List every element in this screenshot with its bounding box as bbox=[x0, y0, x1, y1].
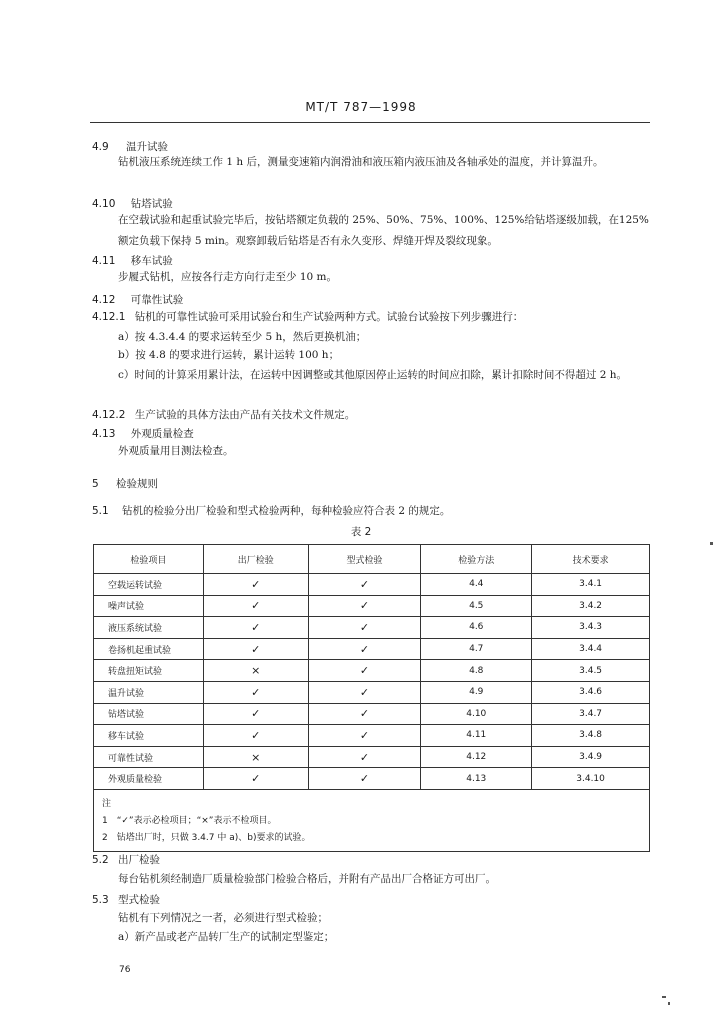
table-cell: 4.12 bbox=[421, 746, 532, 768]
section-number: 4.9 bbox=[92, 141, 109, 153]
section-4-13-body: 外观质量用目测法检查。 bbox=[118, 445, 234, 457]
section-4-10-heading bbox=[92, 196, 173, 211]
column-header: 出厂检验 bbox=[203, 545, 308, 574]
table-cell: 4.13 bbox=[421, 768, 532, 790]
table-row bbox=[94, 681, 650, 703]
section-5-2-body: 每台钻机须经制造厂质量检验部门检验合格后，并附有产品出厂合格证方可出厂。 bbox=[118, 873, 496, 885]
section-5-3-heading bbox=[92, 892, 160, 907]
section-title: 型式检验 bbox=[118, 894, 161, 906]
table-cell: ✓ bbox=[308, 617, 421, 639]
table-cell: 3.4.1 bbox=[532, 574, 650, 596]
chapter-5-heading bbox=[92, 476, 158, 491]
table-notes-row bbox=[94, 789, 650, 851]
section-5-3-item-a: a）新产品或老产品转厂生产的试制定型鉴定； bbox=[118, 931, 335, 943]
list-item-b: b）按 4.8 的要求进行运转，累计运转 100 h； bbox=[118, 349, 340, 361]
table-row bbox=[94, 660, 650, 682]
section-number: 4.12.1 bbox=[92, 311, 126, 323]
table-cell: 4.5 bbox=[421, 595, 532, 617]
table-cell: 4.4 bbox=[421, 574, 532, 596]
section-number: 4.12.2 bbox=[92, 409, 126, 421]
table-cell: ✓ bbox=[203, 638, 308, 660]
section-4-13-heading bbox=[92, 426, 194, 441]
section-title: 移车试验 bbox=[130, 255, 173, 267]
table-cell: ✓ bbox=[203, 703, 308, 725]
table-cell: 3.4.2 bbox=[532, 595, 650, 617]
column-header: 检验项目 bbox=[94, 545, 204, 574]
table-cell: ✓ bbox=[308, 638, 421, 660]
table-cell: 卷扬机起重试验 bbox=[94, 638, 204, 660]
table-row bbox=[94, 703, 650, 725]
inspection-table bbox=[93, 544, 650, 852]
table-header-row bbox=[94, 545, 650, 574]
table-cell: × bbox=[203, 746, 308, 768]
table-cell: ✓ bbox=[203, 574, 308, 596]
table-cell: ✓ bbox=[308, 595, 421, 617]
table-cell: 转盘扭矩试验 bbox=[94, 660, 204, 682]
table-row bbox=[94, 595, 650, 617]
column-header: 检验方法 bbox=[421, 545, 532, 574]
section-4-10-body: 在空载试验和起重试验完毕后，按钻塔额定负载的 25%、50%、75%、100%、125%给钻塔逐级加载，在125%额定负载下保持 5 min。观察卸载后钻塔是否有永久变形、焊缝开焊及裂纹现象。 bbox=[118, 214, 649, 247]
table-cell: × bbox=[203, 660, 308, 682]
header-rule bbox=[90, 122, 650, 123]
table-cell: ✓ bbox=[308, 660, 421, 682]
table-cell: ✓ bbox=[308, 768, 421, 790]
section-body: 钻机的可靠性试验可采用试验台和生产试验两种方式。试验台试验按下列步骤进行： bbox=[134, 311, 524, 323]
scan-speck bbox=[668, 1002, 670, 1005]
column-header: 技术要求 bbox=[532, 545, 650, 574]
table-cell: 4.9 bbox=[421, 681, 532, 703]
table-cell: 4.8 bbox=[421, 660, 532, 682]
table-notes-cell bbox=[94, 789, 650, 851]
table-row bbox=[94, 617, 650, 639]
table-cell: 3.4.9 bbox=[532, 746, 650, 768]
section-title: 出厂检验 bbox=[118, 854, 161, 866]
table-cell: ✓ bbox=[308, 746, 421, 768]
table-row bbox=[94, 725, 650, 747]
table-cell: 液压系统试验 bbox=[94, 617, 204, 639]
chapter-title: 检验规则 bbox=[116, 478, 159, 490]
section-4-12-1 bbox=[92, 310, 523, 324]
table-cell: 4.6 bbox=[421, 617, 532, 639]
list-item-c: c）时间的计算采用累计法，在运转中因调整或其他原因停止运转的时间应扣除，累计扣除时间不得超过 2 h。 bbox=[118, 369, 627, 381]
table-cell: ✓ bbox=[203, 725, 308, 747]
table-cell: 3.4.4 bbox=[532, 638, 650, 660]
table-cell: ✓ bbox=[308, 703, 421, 725]
table-cell: 4.7 bbox=[421, 638, 532, 660]
chapter-number: 5 bbox=[92, 478, 99, 490]
section-number: 5.1 bbox=[92, 505, 109, 517]
table-cell: ✓ bbox=[203, 768, 308, 790]
list-item-a: a）按 4.3.4.4 的要求运转至少 5 h，然后更换机油； bbox=[118, 331, 367, 343]
table-cell: ✓ bbox=[308, 681, 421, 703]
scan-speck bbox=[662, 996, 666, 998]
section-4-12-heading bbox=[92, 292, 183, 307]
table-cell: 3.4.10 bbox=[532, 768, 650, 790]
section-4-11-body: 步履式钻机，应按各行走方向行走至少 10 m。 bbox=[118, 271, 337, 283]
section-5-1 bbox=[92, 504, 450, 518]
table-row bbox=[94, 638, 650, 660]
note-2: 2 钻塔出厂时，只做 3.4.7 中 a)、b)要求的试验。 bbox=[102, 832, 311, 843]
table-caption: 表 2 bbox=[350, 526, 372, 538]
section-4-11-heading bbox=[92, 253, 173, 268]
table-cell: 3.4.7 bbox=[532, 703, 650, 725]
table-cell: 3.4.8 bbox=[532, 725, 650, 747]
section-number: 4.13 bbox=[92, 428, 116, 440]
table-cell: 4.10 bbox=[421, 703, 532, 725]
notes-title: 注 bbox=[102, 798, 112, 809]
page-number: 76 bbox=[119, 965, 131, 975]
section-number: 4.11 bbox=[92, 255, 116, 267]
table-cell: 噪声试验 bbox=[94, 595, 204, 617]
section-number: 5.2 bbox=[92, 854, 109, 866]
table-cell: 3.4.5 bbox=[532, 660, 650, 682]
table-cell: 4.11 bbox=[421, 725, 532, 747]
table-cell: 空载运转试验 bbox=[94, 574, 204, 596]
table-cell: 钻塔试验 bbox=[94, 703, 204, 725]
section-number: 5.3 bbox=[92, 894, 109, 906]
section-body: 钻机的检验分出厂检验和型式检验两种，每种检验应符合表 2 的规定。 bbox=[122, 505, 451, 517]
table-row bbox=[94, 574, 650, 596]
table-cell: ✓ bbox=[308, 725, 421, 747]
section-5-3-body: 钻机有下列情况之一者，必须进行型式检验； bbox=[118, 912, 328, 924]
section-title: 温升试验 bbox=[126, 141, 169, 153]
section-number: 4.12 bbox=[92, 294, 116, 306]
table-cell: 3.4.3 bbox=[532, 617, 650, 639]
section-5-2-heading bbox=[92, 852, 160, 867]
column-header: 型式检验 bbox=[308, 545, 421, 574]
table-cell: 温升试验 bbox=[94, 681, 204, 703]
section-4-12-2 bbox=[92, 408, 355, 422]
section-body: 生产试验的具体方法由产品有关技术文件规定。 bbox=[134, 409, 356, 421]
scan-speck bbox=[710, 542, 713, 545]
table-cell: ✓ bbox=[308, 574, 421, 596]
table-cell: 移车试验 bbox=[94, 725, 204, 747]
section-title: 外观质量检查 bbox=[130, 428, 194, 440]
table-cell: ✓ bbox=[203, 595, 308, 617]
table-row bbox=[94, 746, 650, 768]
table-cell: 外观质量检验 bbox=[94, 768, 204, 790]
section-number: 4.10 bbox=[92, 198, 116, 210]
table-cell: ✓ bbox=[203, 617, 308, 639]
table-cell: 3.4.6 bbox=[532, 681, 650, 703]
section-title: 钻塔试验 bbox=[130, 198, 173, 210]
table-cell: 可靠性试验 bbox=[94, 746, 204, 768]
section-4-9-body: 钻机液压系统连续工作 1 h 后，测量变速箱内润滑油和液压箱内液压油及各轴承处的温度，并计算温升。 bbox=[118, 156, 604, 168]
table-row bbox=[94, 768, 650, 790]
section-title: 可靠性试验 bbox=[130, 294, 184, 306]
table-cell: ✓ bbox=[203, 681, 308, 703]
standard-code-header: MT/T 787—1998 bbox=[305, 100, 417, 114]
note-1: 1 “✓”表示必检项目；“×”表示不检项目。 bbox=[102, 815, 277, 826]
